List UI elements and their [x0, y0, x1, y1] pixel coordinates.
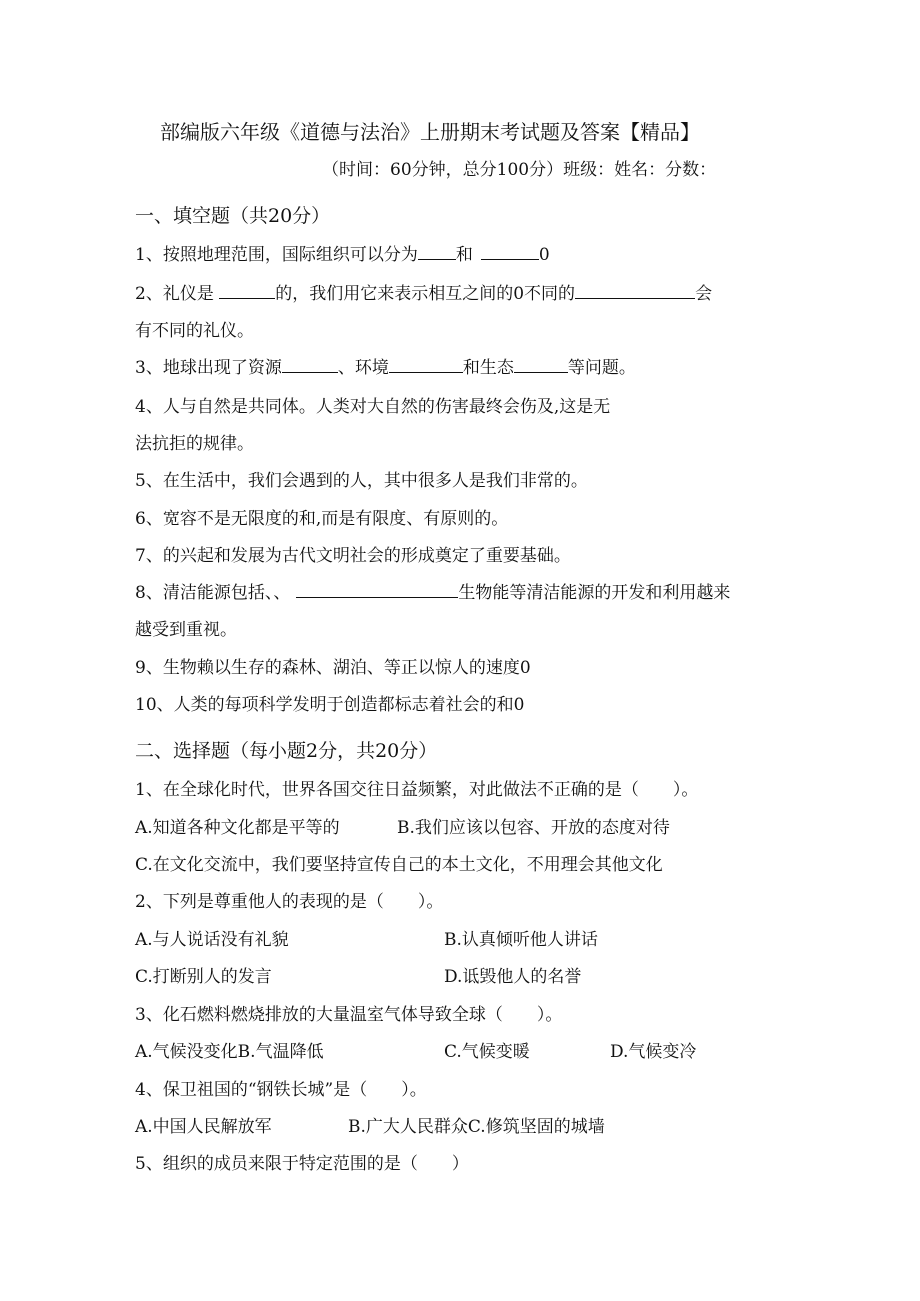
answer-blank[interactable] — [296, 583, 458, 598]
fill-question-4: 4、人与自然是共同体。人类对大自然的伤害最终会伤及,这是无 — [135, 397, 611, 417]
choice-2-option-b[interactable]: B.认真倾听他人讲话 — [444, 930, 598, 950]
choice-3-option-d[interactable]: D.气候变冷 — [610, 1042, 697, 1062]
choice-3-option-c[interactable]: C.气候变暖 — [444, 1042, 530, 1062]
exam-title: 部编版六年级《道德与法治》上册期末考试题及答案【精品】 — [160, 120, 700, 144]
answer-blank[interactable] — [575, 284, 695, 299]
choice-question-3: 3、化石燃料燃烧排放的大量温室气体导致全球（ ）。 — [135, 1005, 563, 1025]
fill-question-8: 8、清洁能源包括、、 生物能等清洁能源的开发和利用越来 — [135, 583, 731, 603]
answer-blank[interactable] — [389, 358, 463, 373]
fill-question-5: 5、在生活中，我们会遇到的人，其中很多人是我们非常的。 — [135, 471, 588, 491]
fill-question-3: 3、地球出现了资源 、环境 和生态 等问题。 — [135, 358, 636, 378]
fill-question-7: 7、的兴起和发展为古代文明社会的形成奠定了重要基础。 — [135, 546, 571, 566]
fill-question-2-cont: 有不同的礼仪。 — [135, 321, 254, 341]
fill-question-9: 9、生物赖以生存的森林、湖泊、等正以惊人的速度0 — [135, 658, 531, 678]
choice-2-option-a[interactable]: A.与人说话没有礼貌 — [135, 930, 289, 950]
choice-question-5: 5、组织的成员来限于特定范围的是（ ） — [135, 1154, 469, 1174]
choice-question-1: 1、在全球化时代，世界各国交往日益频繁，对此做法不正确的是（ ）。 — [135, 780, 699, 800]
answer-blank[interactable] — [219, 284, 275, 299]
section-heading-fill-blank: 一、填空题（共20分） — [135, 205, 331, 227]
fill-question-8-cont: 越受到重视。 — [135, 620, 237, 640]
fill-question-6: 6、宽容不是无限度的和,而是有限度、有原则的。 — [135, 509, 509, 529]
choice-3-option-ab[interactable]: A.气候没变化B.气温降低 — [135, 1042, 324, 1062]
choice-2-option-d[interactable]: D.诋毁他人的名誉 — [444, 967, 582, 987]
choice-question-4: 4、保卫祖国的“钢铁长城”是（ ）。 — [135, 1080, 427, 1100]
fill-question-10: 10、人类的每项科学发明于创造都标志着社会的和0 — [135, 695, 525, 715]
fill-question-1: 1、按照地理范围，国际组织可以分为 和 0 — [135, 245, 550, 265]
choice-1-option-a[interactable]: A.知道各种文化都是平等的 — [135, 818, 340, 838]
section-heading-choice: 二、选择题（每小题2分，共20分） — [135, 740, 438, 762]
answer-blank[interactable] — [514, 358, 568, 373]
choice-4-option-bc[interactable]: B.广大人民群众C.修筑坚固的城墙 — [348, 1117, 605, 1137]
choice-question-2: 2、下列是尊重他人的表现的是（ ）。 — [135, 892, 444, 912]
fill-question-2: 2、礼仪是 的，我们用它来表示相互之间的0不同的 会 — [135, 284, 713, 304]
answer-blank[interactable] — [282, 358, 338, 373]
answer-blank[interactable] — [481, 245, 539, 260]
choice-1-option-b[interactable]: B.我们应该以包容、开放的态度对待 — [397, 818, 670, 838]
choice-1-option-c[interactable]: C.在文化交流中，我们要坚持宣传自己的本土文化，不用理会其他文化 — [135, 855, 663, 875]
answer-blank[interactable] — [418, 245, 456, 260]
fill-question-4-cont: 法抗拒的规律。 — [135, 434, 254, 454]
choice-2-option-c[interactable]: C.打断别人的发言 — [135, 967, 272, 987]
exam-subtitle: （时间：60分钟，总分100分）班级：姓名：分数： — [322, 160, 717, 180]
choice-4-option-a[interactable]: A.中国人民解放军 — [135, 1117, 272, 1137]
